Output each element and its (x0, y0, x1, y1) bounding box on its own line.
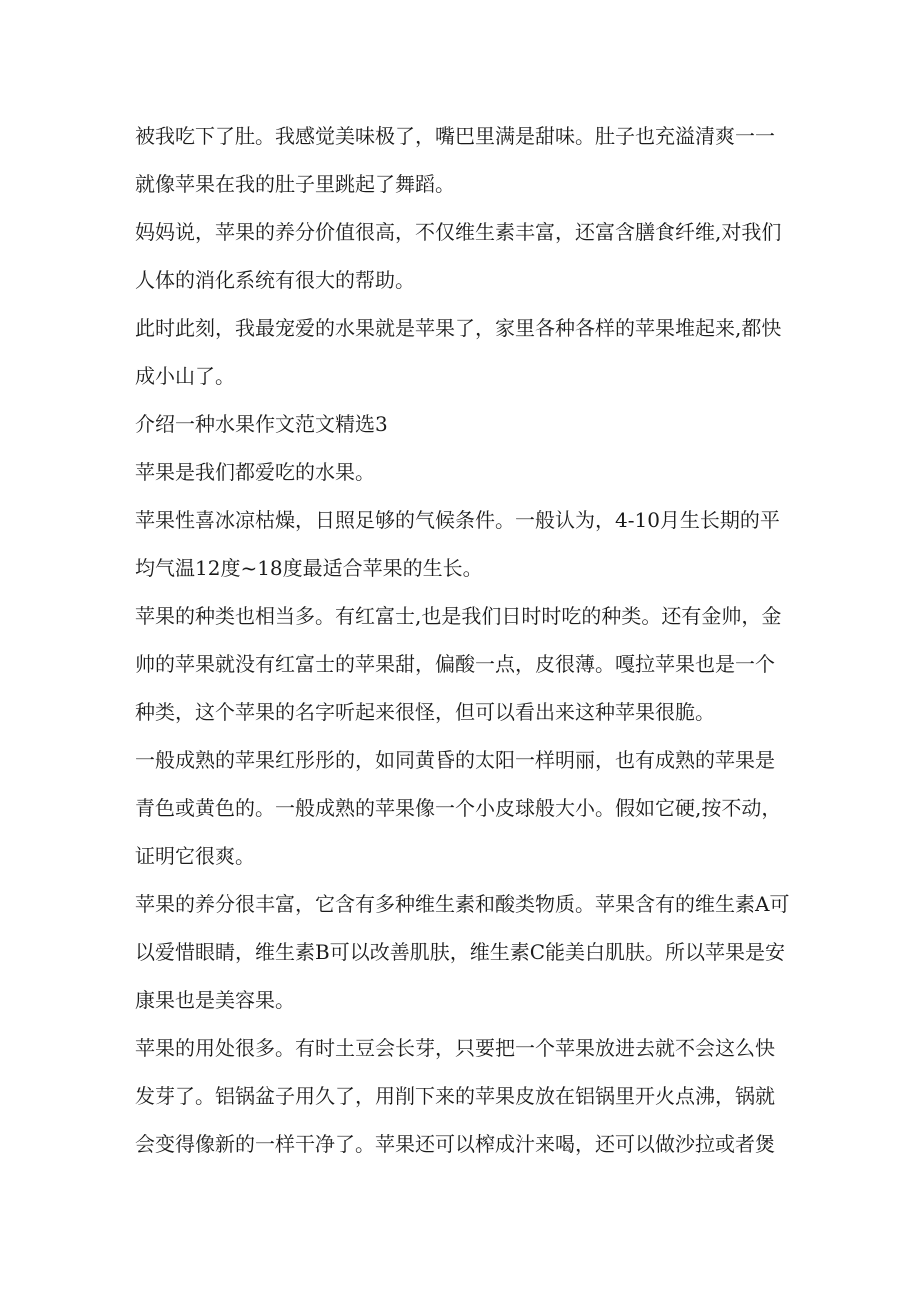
text-line: 妈妈说，苹果的养分价值很高，不仅维生素丰富，还富含膳食纤维,对我们 (135, 220, 782, 244)
text-line: 发芽了。铝锅盆子用久了，用削下来的苹果皮放在铝锅里开火点沸，锅就 (135, 1084, 775, 1108)
text-line: 苹果的用处很多。有时土豆会长芽，只要把一个苹果放进去就不会这么快 (135, 1036, 775, 1060)
text-line: 帅的苹果就没有红富士的苹果甜，偏酸一点，皮很薄。嘎拉苹果也是一个 (135, 652, 775, 676)
text-line: 一般成熟的苹果红彤彤的，如同黄昏的太阳一样明丽，也有成熟的苹果是 (135, 748, 775, 772)
text-line: 人体的消化系统有很大的帮助。 (135, 268, 415, 292)
text-line: 此时此刻，我最宠爱的水果就是苹果了，家里各种各样的苹果堆起来,都快 (135, 316, 782, 340)
text-line: 青色或黄色的。一般成熟的苹果像一个小皮球般大小。假如它硬,按不动， (135, 796, 782, 820)
text-line: 被我吃下了肚。我感觉美味极了，嘴巴里满是甜味。肚子也充溢清爽一一 (135, 124, 775, 148)
text-line: 会变得像新的一样干净了。苹果还可以榨成汁来喝，还可以做沙拉或者煲 (135, 1132, 775, 1156)
text-line: 苹果的养分很丰富，它含有多种维生素和酸类物质。苹果含有的维生素A可 (135, 892, 790, 916)
text-line: 种类，这个苹果的名字听起来很怪，但可以看出来这种苹果很脆。 (135, 700, 715, 724)
text-line: 苹果是我们都爱吃的水果。 (135, 460, 375, 484)
text-line: 以爱惜眼睛，维生素B可以改善肌肤，维生素C能美白肌肤。所以苹果是安 (135, 940, 785, 964)
document-body (135, 112, 795, 1168)
text-line: 证明它很爽。 (135, 844, 255, 868)
text-line: 康果也是美容果。 (135, 988, 295, 1012)
text-line: 苹果性喜冰凉枯燥，日照足够的气候条件。一般认为，4-10月生长期的平 (135, 508, 780, 532)
text-line: 就像苹果在我的肚子里跳起了舞蹈。 (135, 172, 455, 196)
text-line: 成小山了。 (135, 364, 235, 388)
text-line: 均气温12度~18度最适合苹果的生长。 (135, 556, 483, 580)
text-line: 苹果的种类也相当多。有红富士,也是我们日时时吃的种类。还有金帅，金 (135, 604, 782, 628)
section-heading: 介绍一种水果作文范文精选3 (135, 412, 388, 436)
